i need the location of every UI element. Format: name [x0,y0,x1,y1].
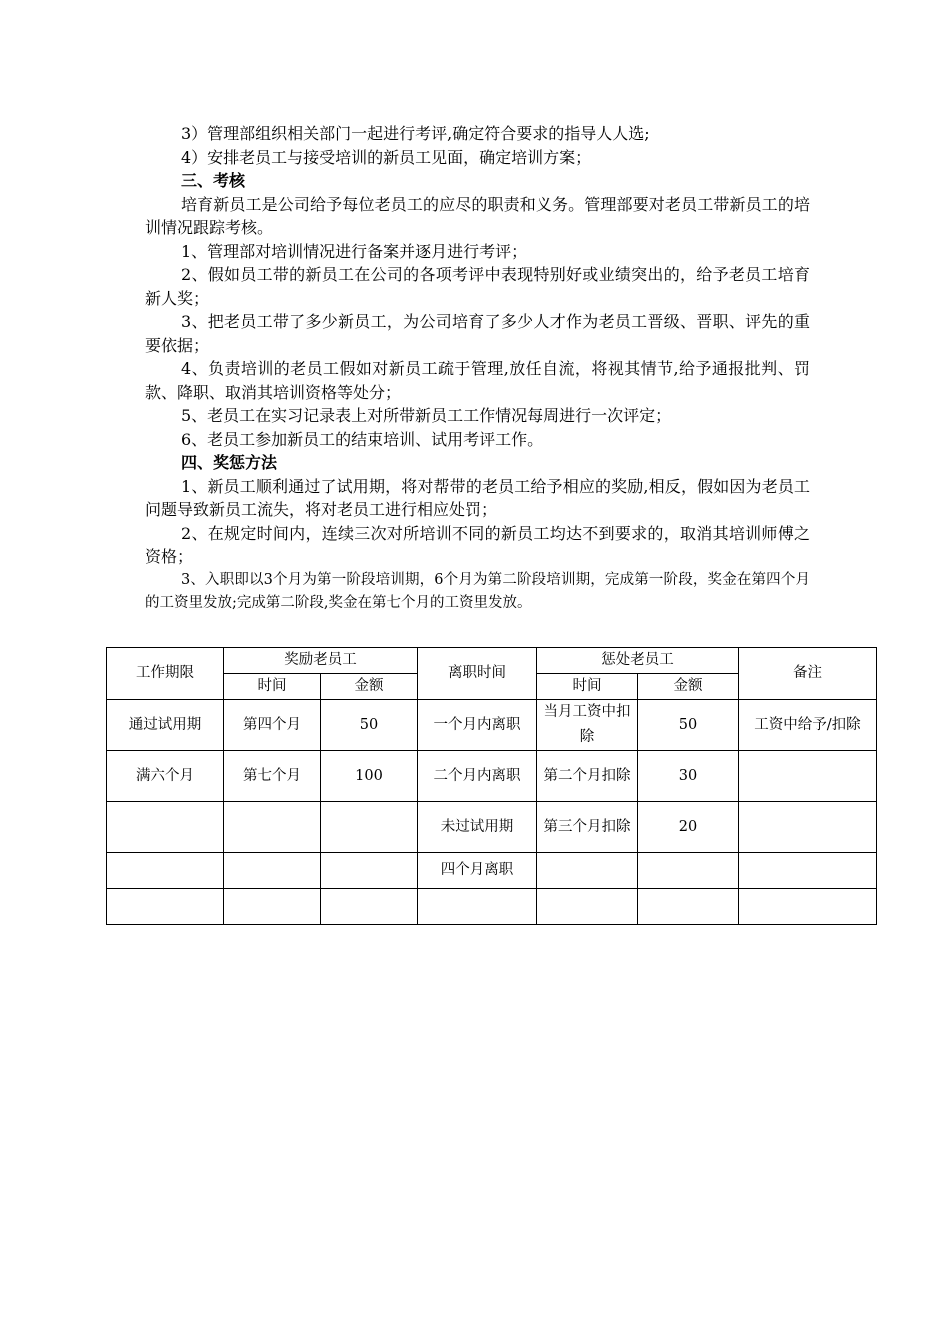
header-leave-time: 离职时间 [418,648,537,700]
header-penalty-group: 惩处老员工 [537,648,739,674]
paragraph-reward-3: 3、入职即以3个月为第一阶段培训期，6个月为第二阶段培训期，完成第一阶段，奖金在第四个月的工资里发放;完成第二阶段,奖金在第七个月的工资里发放。 [145,571,810,611]
cell-period: 满六个月 [107,751,224,802]
cell-reward-time: 第七个月 [224,751,321,802]
cell-reward-time [224,802,321,853]
paragraph-item-4: 4）安排老员工与接受培训的新员工见面，确定培训方案； [181,147,592,167]
paragraph-assessment-3: 3、把老员工带了多少新员工，为公司培育了多少人才作为老员工晋级、晋职、评先的重要依据； [145,312,810,355]
header-remarks: 备注 [739,648,877,700]
paragraph-assessment-2: 2、假如员工带的新员工在公司的各项考评中表现特别好或业绩突出的，给予老员工培育新人奖； [145,265,810,308]
subheader-penalty-amount: 金额 [638,674,739,700]
cell-penalty-amount: 20 [638,802,739,853]
cell-remark [739,853,877,889]
cell-period [107,853,224,889]
cell-leave: 四个月离职 [418,853,537,889]
reward-penalty-table [106,647,877,925]
cell-remark [739,751,877,802]
section-heading-assessment: 三、考核 [181,171,246,190]
cell-penalty-amount [638,889,739,925]
cell-period: 通过试用期 [107,700,224,751]
cell-reward-time: 第四个月 [224,700,321,751]
table-row [107,751,877,802]
paragraph-assessment-4: 4、负责培训的老员工假如对新员工疏于管理,放任自流，将视其情节,给予通报批判、罚款、降职、取消其培训资格等处分； [145,359,810,402]
cell-leave: 一个月内离职 [418,700,537,751]
table-row [107,802,877,853]
cell-penalty-amount: 30 [638,751,739,802]
paragraph-reward-2: 2、在规定时间内，连续三次对所培训不同的新员工均达不到要求的，取消其培训师傅之资格； [145,523,810,566]
cell-reward-amount: 100 [321,751,418,802]
subheader-penalty-time: 时间 [537,674,638,700]
cell-remark: 工资中给予/扣除 [739,700,877,751]
cell-leave: 未过试用期 [418,802,537,853]
header-reward-group: 奖励老员工 [224,648,418,674]
cell-penalty-time: 第二个月扣除 [537,751,638,802]
cell-penalty-time: 第三个月扣除 [537,802,638,853]
document-body [145,122,810,616]
cell-reward-amount: 50 [321,700,418,751]
cell-leave [418,889,537,925]
cell-remark [739,802,877,853]
subheader-reward-amount: 金额 [321,674,418,700]
section-heading-reward-penalty: 四、奖惩方法 [181,453,278,472]
table-row [107,889,877,925]
paragraph-item-3: 3）管理部组织相关部门一起进行考评,确定符合要求的指导人人选; [181,124,650,143]
cell-penalty-time [537,889,638,925]
cell-penalty-time [537,853,638,889]
cell-period [107,889,224,925]
subheader-reward-time: 时间 [224,674,321,700]
table-row [107,700,877,751]
cell-reward-time [224,889,321,925]
cell-reward-amount [321,889,418,925]
cell-remark [739,889,877,925]
paragraph-assessment-1: 1、管理部对培训情况进行备案并逐月进行考评； [181,241,528,261]
cell-reward-amount [321,802,418,853]
cell-reward-time [224,853,321,889]
cell-penalty-amount: 50 [638,700,739,751]
paragraph-reward-1: 1、新员工顺利通过了试用期，将对帮带的老员工给予相应的奖励,相反，假如因为老员工问题导致新员工流失，将对老员工进行相应处罚； [145,476,810,519]
table-header-row [107,648,877,674]
cell-leave: 二个月内离职 [418,751,537,802]
paragraph-assessment-5: 5、老员工在实习记录表上对所带新员工工作情况每周进行一次评定； [181,406,672,425]
table-row [107,853,877,889]
paragraph-assessment-intro: 培育新员工是公司给予每位老员工的应尽的职责和义务。管理部要对老员工带新员工的培训情况跟踪考核。 [145,194,810,237]
cell-period [107,802,224,853]
cell-penalty-amount [638,853,739,889]
paragraph-assessment-6: 6、老员工参加新员工的结束培训、试用考评工作。 [181,429,544,449]
cell-penalty-time: 当月工资中扣除 [537,700,638,751]
cell-reward-amount [321,853,418,889]
header-work-period: 工作期限 [107,648,224,700]
